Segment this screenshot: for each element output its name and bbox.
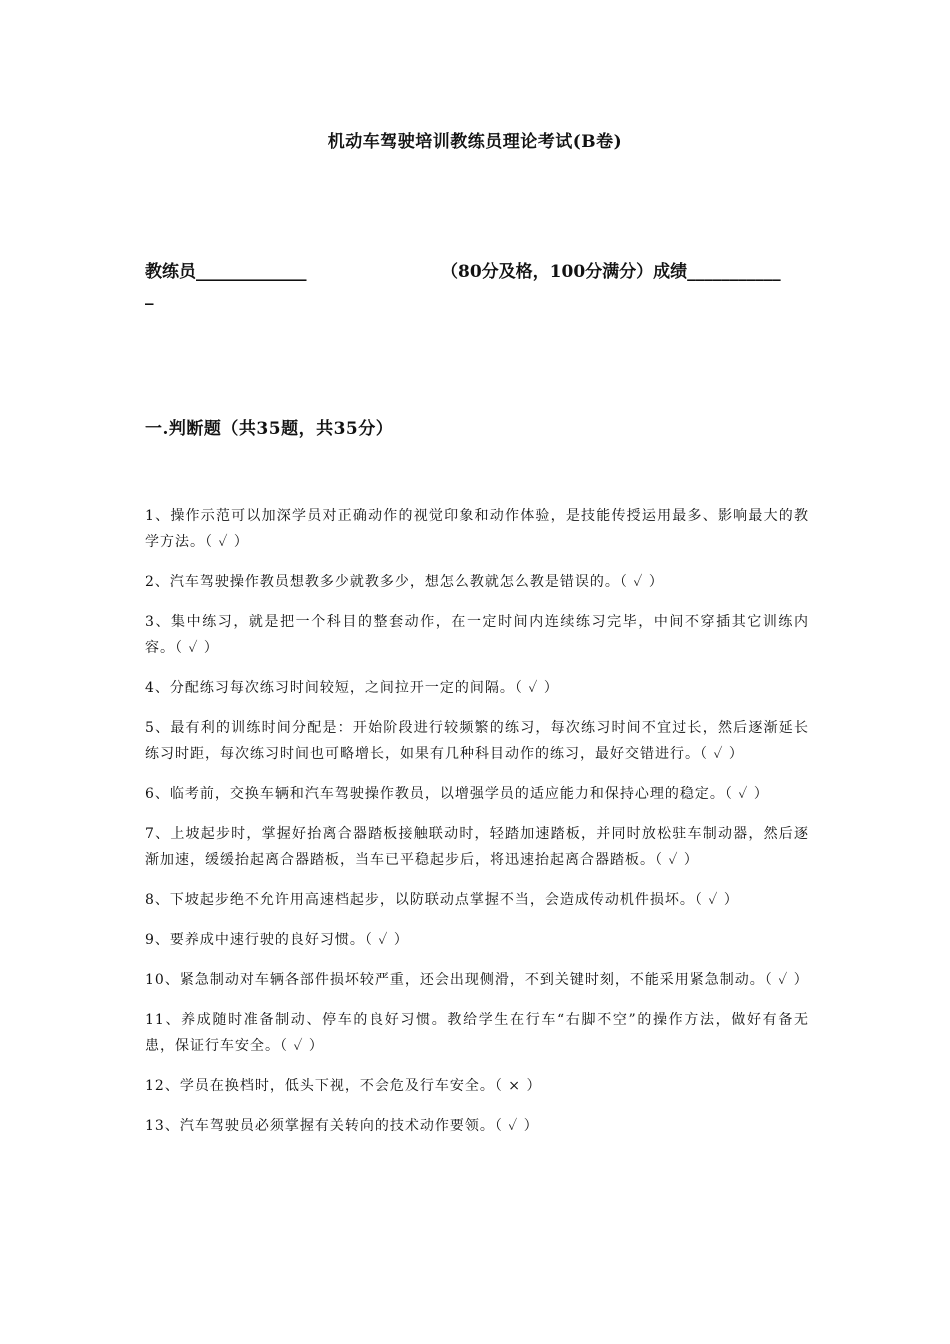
question-item: 12、学员在换档时，低头下视，不会危及行车安全。（ × ） [145,1078,542,1094]
question-item: 3、集中练习，就是把一个科目的整套动作，在一定时间内连续练习完毕，中间不穿插其它训练内容。（ ✓ ） [145,614,809,656]
question-item: 9、要养成中速行驶的良好习惯。（ ✓ ） [145,932,409,948]
question-item: 8、下坡起步绝不允许用高速档起步，以防联动点掌握不当，会造成传动机件损坏。（ ✓ ） [145,892,739,908]
score-field: （80分及格，100分满分）成绩___________ [441,262,781,282]
exam-info-row [145,258,815,286]
question-item: 2、汽车驾驶操作教员想教多少就教多少，想怎么教就怎么教是错误的。（ ✓ ） [145,574,664,590]
trainee-field: 教练员_____________ [145,262,307,282]
section-heading: 一.判断题（共35题，共35分） [145,419,394,439]
question-item: 7、上坡起步时，掌握好抬离合器踏板接触联动时，轻踏加速踏板，并同时放松驻车制动器，然后逐渐加速，缓缓抬起离合器踏板，当车已平稳起步后，将迅速抬起离合器踏板。（ ✓ ） [145,826,809,868]
question-item: 6、临考前，交换车辆和汽车驾驶操作教员，以增强学员的适应能力和保持心理的稳定。（ ✓ ） [145,786,769,802]
question-item: 5、最有利的训练时间分配是：开始阶段进行较频繁的练习，每次练习时间不宜过长，然后逐渐延长练习时距，每次练习时间也可略增长，如果有几种科目动作的练习，最好交错进行。（ ✓ ） [145,720,809,762]
score-field-tail: _ [145,286,154,306]
question-item: 1、操作示范可以加深学员对正确动作的视觉印象和动作体验，是技能传授运用最多、影响最大的教学方法。（ ✓ ） [145,508,809,550]
question-item: 4、分配练习每次练习时间较短，之间拉开一定的间隔。（ ✓ ） [145,680,559,696]
question-item: 13、汽车驾驶员必须掌握有关转向的技术动作要领。（ ✓ ） [145,1118,539,1134]
question-list [145,503,809,1153]
exam-title: 机动车驾驶培训教练员理论考试(B卷) [327,132,623,152]
question-item: 11、养成随时准备制动、停车的良好习惯。教给学生在行车“右脚不空”的操作方法，做好有备无患，保证行车安全。（ ✓ ） [145,1012,809,1054]
question-item: 10、紧急制动对车辆各部件损坏较严重，还会出现侧滑，不到关键时刻，不能采用紧急制动。（ ✓ ） [145,972,809,988]
